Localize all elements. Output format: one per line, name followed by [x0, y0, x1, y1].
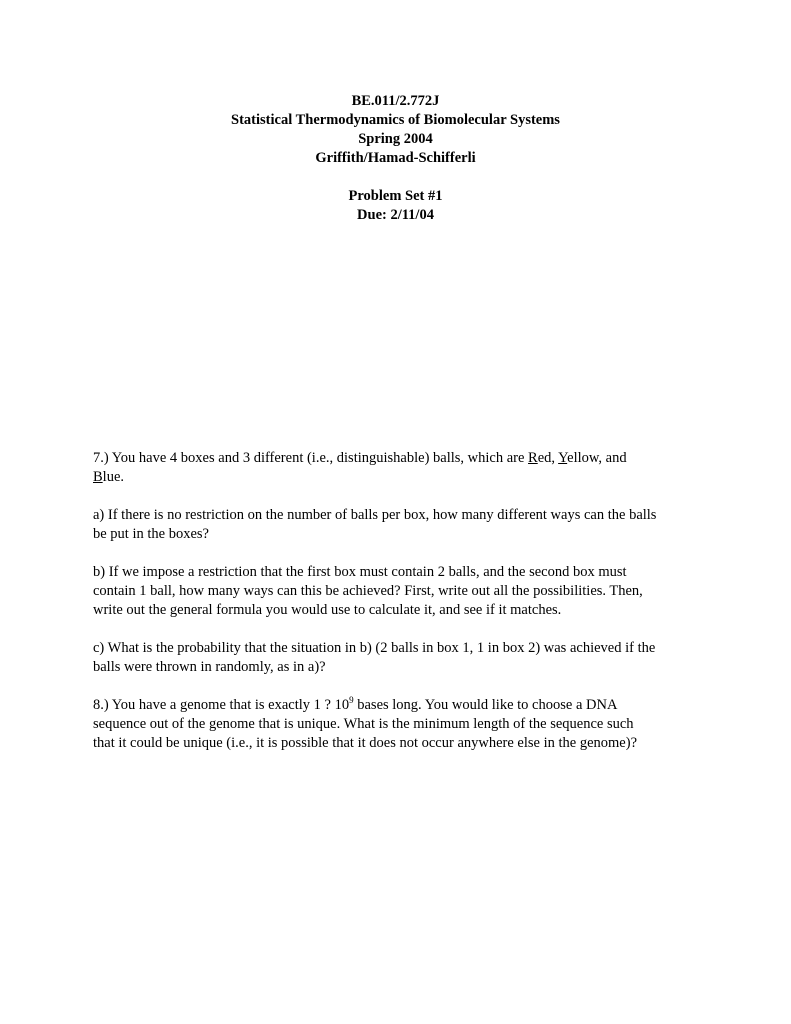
exponent: 9: [349, 695, 354, 705]
blue-rest: lue.: [102, 469, 125, 485]
question-7c-line-1: c) What is the probability that the situation in b) (2 balls in box 1, 1 in box 2) was achieved if the: [93, 640, 656, 656]
problem-set-title: Problem Set #1: [348, 188, 443, 204]
question-8: [93, 696, 673, 753]
problem-body: [93, 449, 673, 772]
question-7b-line-3: write out the general formula you would use to calculate it, and see if it matches.: [93, 602, 562, 618]
question-7b: [93, 563, 673, 620]
document-header: [0, 92, 791, 225]
question-7c-line-2: balls were thrown in randomly, as in a)?: [93, 659, 326, 675]
question-7-text: 7.) You have 4 boxes and 3 different (i.e., distinguishable) balls, which are: [93, 450, 529, 466]
question-7a-line-1: a) If there is no restriction on the number of balls per box, how many different ways can the balls: [93, 507, 657, 523]
question-8-text-post: bases long. You would like to choose a DNA: [353, 697, 618, 713]
course-title: Statistical Thermodynamics of Biomolecular Systems: [231, 112, 560, 128]
yellow-rest: ellow, and: [567, 450, 627, 466]
red-rest: ed,: [537, 450, 559, 466]
yellow-initial: Y: [558, 450, 568, 466]
question-8-line-3: that it could be unique (i.e., it is possible that it does not occur anywhere else in the genome)?: [93, 735, 638, 751]
question-7b-line-2: contain 1 ball, how many ways can this be achieved? First, write out all the possibilities. Then,: [93, 583, 643, 599]
question-7b-line-1: b) If we impose a restriction that the first box must contain 2 balls, and the second box must: [93, 564, 627, 580]
question-7c: [93, 639, 673, 677]
blue-initial: B: [93, 469, 103, 485]
question-7a-line-2: be put in the boxes?: [93, 526, 209, 542]
due-date: Due: 2/11/04: [357, 207, 434, 223]
question-8-line-2: sequence out of the genome that is unique. What is the minimum length of the sequence such: [93, 716, 634, 732]
instructors: Griffith/Hamad-Schifferli: [315, 150, 476, 166]
question-7a: [93, 506, 673, 544]
question-7-line-1: [93, 449, 673, 468]
header-spacer: [0, 168, 791, 187]
term: Spring 2004: [358, 131, 433, 147]
question-7: [93, 449, 673, 487]
question-8-text: 8.) You have a genome that is exactly 1 ? 10: [93, 697, 350, 713]
course-number: BE.011/2.772J: [351, 93, 440, 109]
question-7-line-2: [93, 468, 673, 487]
question-8-line-1: [93, 696, 673, 715]
red-initial: R: [528, 450, 538, 466]
